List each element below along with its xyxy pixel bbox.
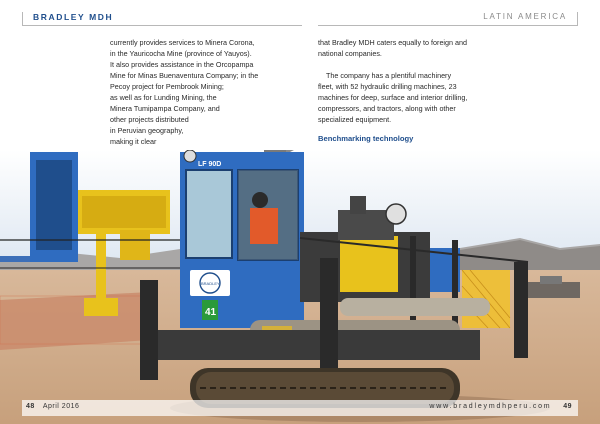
text-line: Mine for Minas Buenaventura Company; in the xyxy=(110,71,259,80)
right-paragraph-1 xyxy=(318,37,498,59)
text-line: other projects distributed xyxy=(110,115,189,124)
text-line: currently provides services to Minera Corona, xyxy=(110,38,255,47)
text-line: The company has a plentiful machinery xyxy=(326,71,452,80)
section-label: LATIN AMERICA xyxy=(483,12,567,21)
text-line: in Peruvian geography, xyxy=(110,126,184,135)
cab-model-label: LF 90D xyxy=(198,161,222,168)
left-text-column xyxy=(110,37,290,147)
unit-number: 41 xyxy=(205,307,217,318)
right-page-number: 49 xyxy=(563,403,572,410)
text-line: fleet, with 52 hydraulic drilling machines, 23 xyxy=(318,82,457,91)
header-rule-left xyxy=(22,25,302,26)
header-divider-right xyxy=(577,12,578,26)
brand-badge: BRADLEY xyxy=(201,281,220,286)
text-line: that Bradley MDH caters equally to foreign and xyxy=(318,38,468,47)
text-line: It also provides assistance in the Orcopampa xyxy=(110,60,254,69)
header-rule-right xyxy=(318,25,578,26)
brand-title: BRADLEY MDH xyxy=(33,12,114,22)
drilling-rig-photo xyxy=(0,150,600,424)
left-page-number: 48 xyxy=(26,403,35,410)
text-line: making it clear xyxy=(110,137,157,146)
text-line: Minera Tumipampa Company, and xyxy=(110,104,220,113)
website-link[interactable]: www.bradleymdhperu.com xyxy=(429,403,552,410)
text-line: national companies. xyxy=(318,49,382,58)
left-paragraph xyxy=(110,37,290,147)
text-line: as well as for Lunding Mining, the xyxy=(110,93,217,102)
footer-left xyxy=(26,403,79,410)
header-divider-left xyxy=(22,12,23,26)
text-line: Pecoy project for Pembrook Mining; xyxy=(110,82,224,91)
issue-date: April 2016 xyxy=(42,403,80,410)
right-paragraph-2 xyxy=(318,70,498,125)
text-line: machines for deep, surface and interior drilling, xyxy=(318,93,468,102)
footer-right xyxy=(429,403,572,410)
text-line: specialized equipment. xyxy=(318,115,392,124)
section-heading: Benchmarking technology xyxy=(318,134,414,143)
text-line: in the Yauricocha Mine (province of Yauyos). xyxy=(110,49,252,58)
page-header xyxy=(0,0,600,30)
text-line: compressors, and tractors, along with other xyxy=(318,104,456,113)
